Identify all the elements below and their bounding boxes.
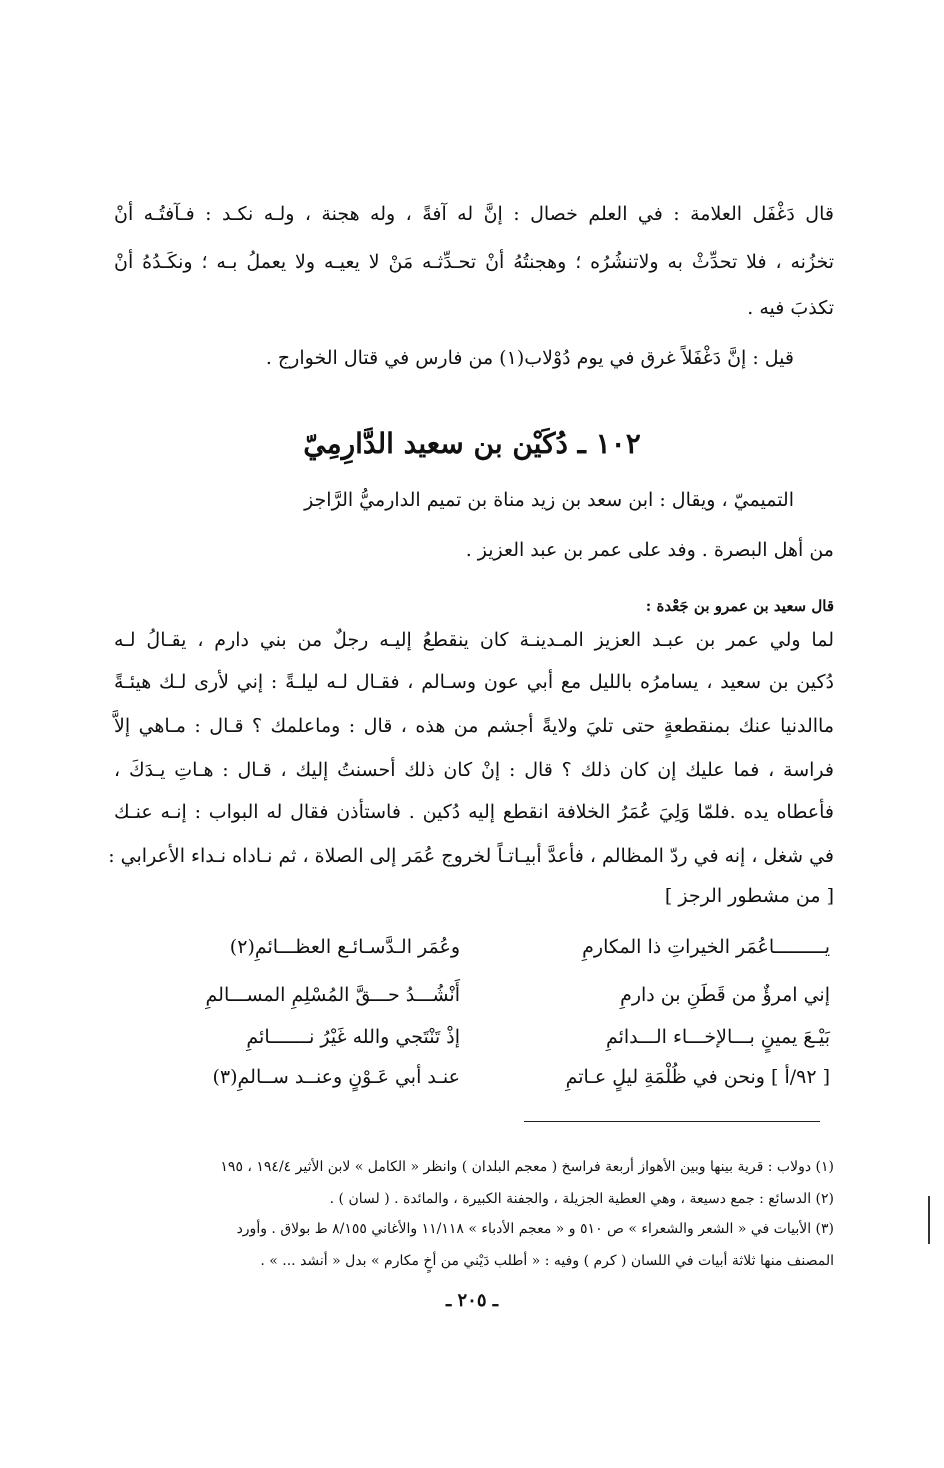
narrative-line-1: لما ولي عمر بن عبـد العزيز المـدينـة كان ينقطعُ إليـه رجلٌ من بني دارم ، يقـالُ لـه: [114, 629, 834, 651]
poem-hemistich-second: إذْ تَنْتَجي والله غَيْرُ نـــــــائمِ: [246, 1026, 460, 1048]
entry-heading: ١٠٢ ـ دُكَيْن بن سعيد الدَّارِمِيّ: [303, 427, 641, 460]
poem-hemistich-second: وعُمَر الـدَّسـائـع العظـــائمِ(٢): [229, 936, 460, 958]
source-attribution: قال سعيد بن عمرو بن جَعْدة :: [645, 597, 834, 615]
poem-verse: [110, 980, 830, 1010]
poem-hemistich-first: إني امرؤٌ من قَطَنِ بن دارمِ: [620, 984, 830, 1006]
narrative-line-6: في شغل ، إنه في ردّ المظالم ، فأعدَّ أبيـاتـاً لخروج عُمَر إلى الصلاة ، ثم نـاداه نـداء الأعرابي :: [108, 845, 834, 867]
footnote-3: (٣) الأبيات في « الشعر والشعراء » ص ٥١٠ و « معجم الأدباء » ١١/١١٨ والأغاني ٨/١٥٥ ط بولاق . وأورد: [236, 1221, 834, 1237]
narrative-line-4: فراسة ، فما عليك إن كان ذلك ؟ قال : إنْ كان ذلك أحسنتُ إليك ، قـال : هـاتِ يـدَكَ ،: [114, 759, 834, 781]
intro-line-1: قال دَغْفَل العلامة : في العلم خصال : إنَّ له آفةً ، وله هجنة ، ولـه نكـد : فـآفتُـه أنْ: [114, 203, 834, 225]
poem-hemistich-second: عنـد أبي عَـوْنٍ وعنــد ســالمِ(٣): [212, 1066, 460, 1088]
poem-verse: [110, 1062, 830, 1092]
poem-hemistich-first: يـــــــــاعُمَر الخيراتِ ذا المكارمِ: [582, 936, 830, 958]
narrative-line-2: دُكين بن سعيد ، يسامرُه بالليل مع أبي عون وسـالم ، فقـال لـه ليلـةً : إني لأرى لـك هيئـةً: [114, 671, 834, 693]
footnote-3-continued: المصنف منها ثلاثة أبيات في اللسان ( كرم ) وفيه : « أطلب دَيْني من أخٍ مكارم » بدل « أنشد ... » .: [260, 1253, 834, 1269]
footnote-1: (١) دولاب : قرية بينها وبين الأهواز أربعة فراسخ ( معجم البلدان ) وانظر « الكامل » لابن الأثير ١٩٤/٤ ، ١٩٥: [220, 1159, 834, 1175]
poem-verse: [110, 1022, 830, 1052]
narrative-line-5: فأعطاه يده .فلمّا وَلِيَ عُمَرُ الخلافة انقطع إليه دُكين . فاستأذن فقال له البواب : إنـه عنـك: [114, 801, 834, 823]
narrative-line-3: ماالدنيا عنك بمنقطعةٍ حتى تليَ ولايةً أجشم من هذه ، قال : وماعلمك ؟ قـال : مـاهي إلاَّ: [114, 715, 834, 737]
footnote-2: (٢) الدسائع : جمع دسيعة ، وهي العطية الجزيلة ، والجفنة الكبيرة ، والمائدة . ( لسان ) .: [329, 1191, 834, 1207]
page-number: ـ ٢٠٥ ـ: [445, 1290, 499, 1311]
bio-line-2: من أهل البصرة . وفد على عمر بن عبد العزيز .: [465, 539, 834, 561]
bio-line-1: التميميّ ، ويقال : ابن سعد بن زيد مناة بن تميم الدارميُّ الرَّاجز: [304, 489, 794, 511]
intro-line-2: تخزُنه ، فلا تحدِّثْ به ولاتنشُرُه ؛ وهجنتُهُ أنْ تحـدِّثـه مَنْ لا يعيـه ولا يعملُ بـه ؛ ونكَـدُهُ أنْ: [114, 251, 834, 273]
poem-verse: [110, 932, 830, 962]
poem-hemistich-first: بَيْـعَ يمينٍ بـــالإخـــاء الـــدائمِ: [605, 1026, 830, 1048]
scan-edge-mark: [928, 1196, 930, 1244]
footnote-separator: [524, 1121, 820, 1122]
poem-hemistich-second: أَنْشُـــدُ حـــقَّ المُسْلِمِ المســـالمِ: [205, 984, 460, 1006]
intro-line-3: تكذبَ فيه .: [747, 297, 834, 319]
intro-line-4: قيل : إنَّ دَغْفَلاً غرق في يوم دُوْلاب(١) من فارس في قتال الخوارج .: [265, 347, 794, 369]
poem-hemistich-first: [ ٩٢/أ ] ونحن في ظُلْمَةِ ليلٍ عـاتمِ: [565, 1066, 830, 1088]
meter-label: [ من مشطور الرجز ]: [664, 885, 834, 907]
